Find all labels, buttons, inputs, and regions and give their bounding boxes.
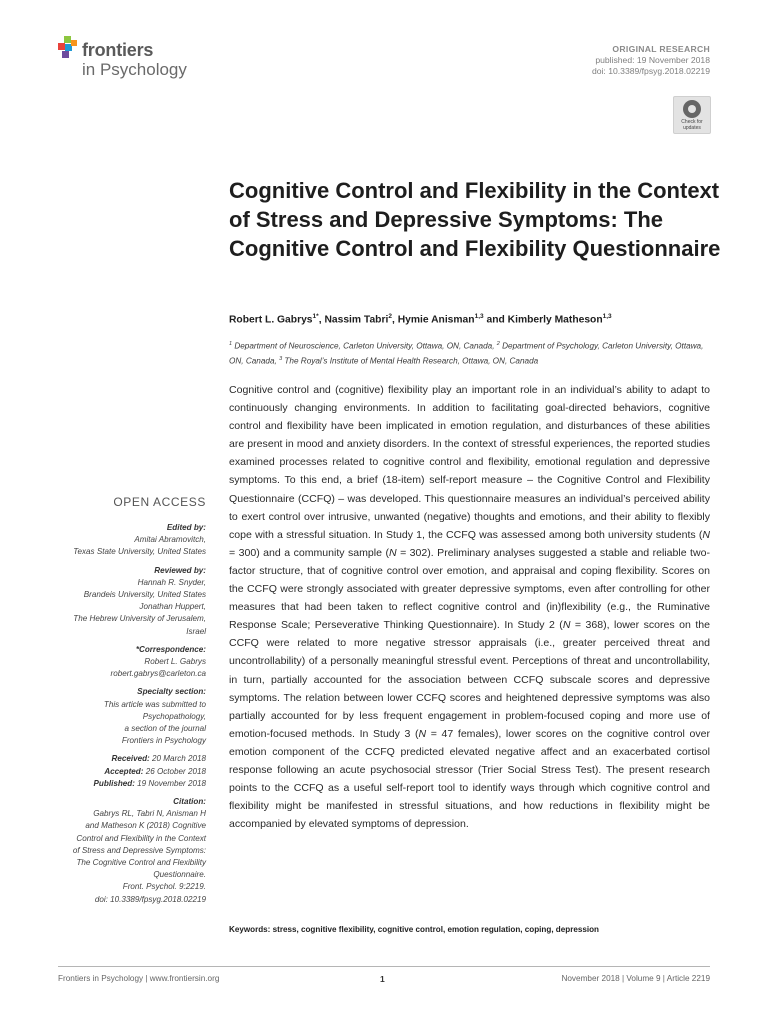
sample-size-symbol: N: [418, 727, 427, 740]
citation-line: and Matheson K (2018) Cognitive: [85, 821, 206, 831]
citation-label: Citation:: [173, 797, 206, 807]
reviewer-line: Brandeis University, United States: [83, 590, 206, 600]
author-list: Robert L. Gabrys$^{1*}$, Nassim Tabri$^2$, Hymie Anisman$^{1,3}$ and Kimberly Matheson$^{1,3}$: [229, 313, 612, 326]
specialty-line: This article was submitted to: [103, 699, 206, 709]
reviewer-line: Hannah R. Snyder,: [137, 577, 206, 587]
editor-line: Amitai Abramovitch,: [134, 535, 206, 545]
sample-size-symbol: N: [702, 528, 710, 541]
footer-journal[interactable]: Frontiers in Psychology | www.frontiersin.org: [58, 974, 220, 983]
sample-size-symbol: N: [388, 546, 397, 559]
published-date: published: 19 November 2018: [595, 55, 710, 65]
citation-line: Gabrys RL, Tabri N, Anisman H: [93, 809, 206, 819]
correspondence-section: [46, 644, 206, 681]
specialty-line: Psychopathology,: [142, 711, 206, 721]
specialty-section: [46, 686, 206, 747]
author-affiliation-marker: 1,3: [474, 313, 484, 320]
dates-section: [46, 753, 206, 790]
article-title: Cognitive Control and Flexibility in the Context of Stress and Depressive Symptoms: The Cognitive Control and Flexibility Questionnaire: [229, 178, 721, 261]
affiliation-text: Department of Psychology, Carleton University, Ottawa, ON, Canada,: [229, 341, 704, 366]
affiliation-text: The Royal’s Institute of Mental Health Research, Ottawa, ON, Canada: [282, 356, 539, 366]
abstract-text: = 368), lower scores on the CCFQ were related to more negative stressor appraisals (i.e., greater perceived threat and uncontrollability) of a personally meaningful stressful event. Perceptions of threat and uncontrollability, in turn, partially accounted for the association between CCFQ subscale scores and depressive symptoms. The relation between lower CCFQ scores and heightened depressive symptoms was also partially accounted for by less frequent engagement in problem-focused coping and more use of emotion-focused methods. In Study 3 (: [229, 619, 710, 740]
affiliation-marker: 1: [229, 341, 233, 347]
footer-issue: November 2018 | Volume 9 | Article 2219: [561, 974, 710, 983]
author-affiliation-marker: 1*: [312, 313, 319, 320]
specialty-line: Frontiers in Psychology: [121, 736, 206, 746]
badge-line-1: Check for: [681, 119, 703, 125]
accepted-date: Accepted: 26 October 2018: [104, 766, 206, 776]
check-for-updates-badge[interactable]: [673, 96, 711, 134]
citation-section: [46, 796, 206, 906]
citation-line: Control and Flexibility in the Context: [76, 833, 206, 843]
citation-line: of Stress and Depressive Symptoms:: [72, 845, 206, 855]
abstract-text: Cognitive control and (cognitive) flexibility play an important role in an individual’s ability to adapt to continuously changing environments. In addition to facilitating goal-directed behaviors, cognitive control and flexibility have been implicated in emotion regulation, and disturbances of these abilities are present in mood and anxiety disorders. In the context of stressful experiences, the reported studies examined processes related to cognitive control and flexibility, emotional regulation and depressive symptoms. To this end, a brief (18-item) self-report measure – the Cognitive Control and Flexibility Questionnaire (CCFQ) – was developed. This questionnaire measures an individual’s perceived ability to exert control over intrusive, unwanted (negative) thoughts and emotions, and their ability to flexibly cope with a stressful situation. In Study 1, the CCFQ was assessed among both university students (: [229, 384, 710, 541]
author-affiliation-marker: 2: [388, 313, 392, 320]
correspondence-email[interactable]: robert.gabrys@carleton.ca: [110, 669, 206, 679]
author-name: Hymie Anisman: [397, 314, 475, 326]
affiliations: [229, 338, 709, 368]
correspondence-label: *Correspondence:: [135, 644, 206, 654]
affiliation-text: Department of Neuroscience, Carleton University, Ottawa, ON, Canada,: [232, 341, 497, 351]
citation-line: Questionnaire.: [153, 870, 206, 880]
abstract-text: = 302). Preliminary analyses suggested a stable and reliable two-factor structure, that of cognitive control over emotion, and appraisal and coping flexibility. Scores on the CCFQ were strongly associated with greater depressive symptoms, even after controlling for other measures that had been taken to reflect cognitive control and (in)flexibility (e.g., the Ruminative Response Scale; Perseverative Thinking Questionnaire). In Study 2 (: [229, 546, 710, 632]
author-affiliation-marker: 1,3: [602, 313, 612, 320]
citation-line: The Cognitive Control and Flexibility: [76, 858, 206, 868]
journal-subname: in Psychology: [82, 60, 187, 79]
specialty-label: Specialty section:: [137, 687, 206, 697]
article-type: ORIGINAL RESEARCH: [612, 44, 710, 54]
author-name: Kimberly Matheson: [507, 314, 603, 326]
keywords: [229, 925, 710, 934]
edited-by-section: [46, 522, 206, 559]
check-for-updates-icon: [683, 100, 701, 118]
frontiers-logo-icon: [58, 36, 80, 62]
journal-logo: [58, 36, 208, 82]
specialty-line: a section of the journal: [124, 724, 206, 734]
article-meta: [592, 44, 710, 77]
affiliation-marker: 2: [496, 341, 500, 347]
reviewed-by-section: [46, 565, 206, 638]
citation-line: Front. Psychol. 9:2219.: [122, 882, 206, 892]
reviewer-line: The Hebrew University of Jerusalem,: [73, 614, 206, 624]
abstract: [229, 381, 710, 833]
sample-size-symbol: N: [562, 619, 571, 632]
author-name: Nassim Tabri: [324, 314, 389, 326]
correspondence-name: Robert L. Gabrys: [144, 657, 206, 667]
badge-line-2: updates: [683, 124, 701, 131]
footer-divider: [58, 966, 710, 967]
abstract-text: = 300) and a community sample (: [229, 546, 389, 559]
reviewed-by-label: Reviewed by:: [154, 565, 206, 575]
author-name: Robert L. Gabrys: [229, 314, 313, 326]
reviewer-line: Jonathan Huppert,: [139, 602, 206, 612]
journal-name: frontiers: [82, 40, 154, 60]
doi[interactable]: doi: 10.3389/fpsyg.2018.02219: [591, 66, 710, 76]
affiliation-marker: 3: [279, 356, 283, 363]
keywords-label: Keywords:: [229, 925, 271, 934]
keywords-list: stress, cognitive flexibility, cognitive control, emotion regulation, coping, depression: [272, 925, 599, 934]
page-number: 1: [380, 974, 385, 984]
open-access-label: OPEN ACCESS: [113, 495, 206, 509]
citation-line: doi: 10.3389/fpsyg.2018.02219: [94, 894, 206, 904]
sidebar-info: [46, 522, 206, 912]
edited-by-label: Edited by:: [166, 523, 206, 532]
editor-line: Texas State University, United States: [73, 547, 206, 557]
published-date-side: Published: 19 November 2018: [93, 778, 206, 788]
abstract-text: = 47 females), lower scores on the cognitive control over emotion component of the CCFQ predicted elevated negative affect and an exacerbated cortisol response following an acute psychosocial stressor (Trier Social Stress Test). The present research points to the CCFQ as a useful self-report tool to identify ways through which cognitive control and flexibility might be manifested in stressful situations, and how reductions in flexibility might be accompanied by elevated symptoms of depression.: [229, 727, 710, 831]
received-date: Received: 20 March 2018: [111, 754, 206, 764]
reviewer-line: Israel: [186, 626, 206, 636]
